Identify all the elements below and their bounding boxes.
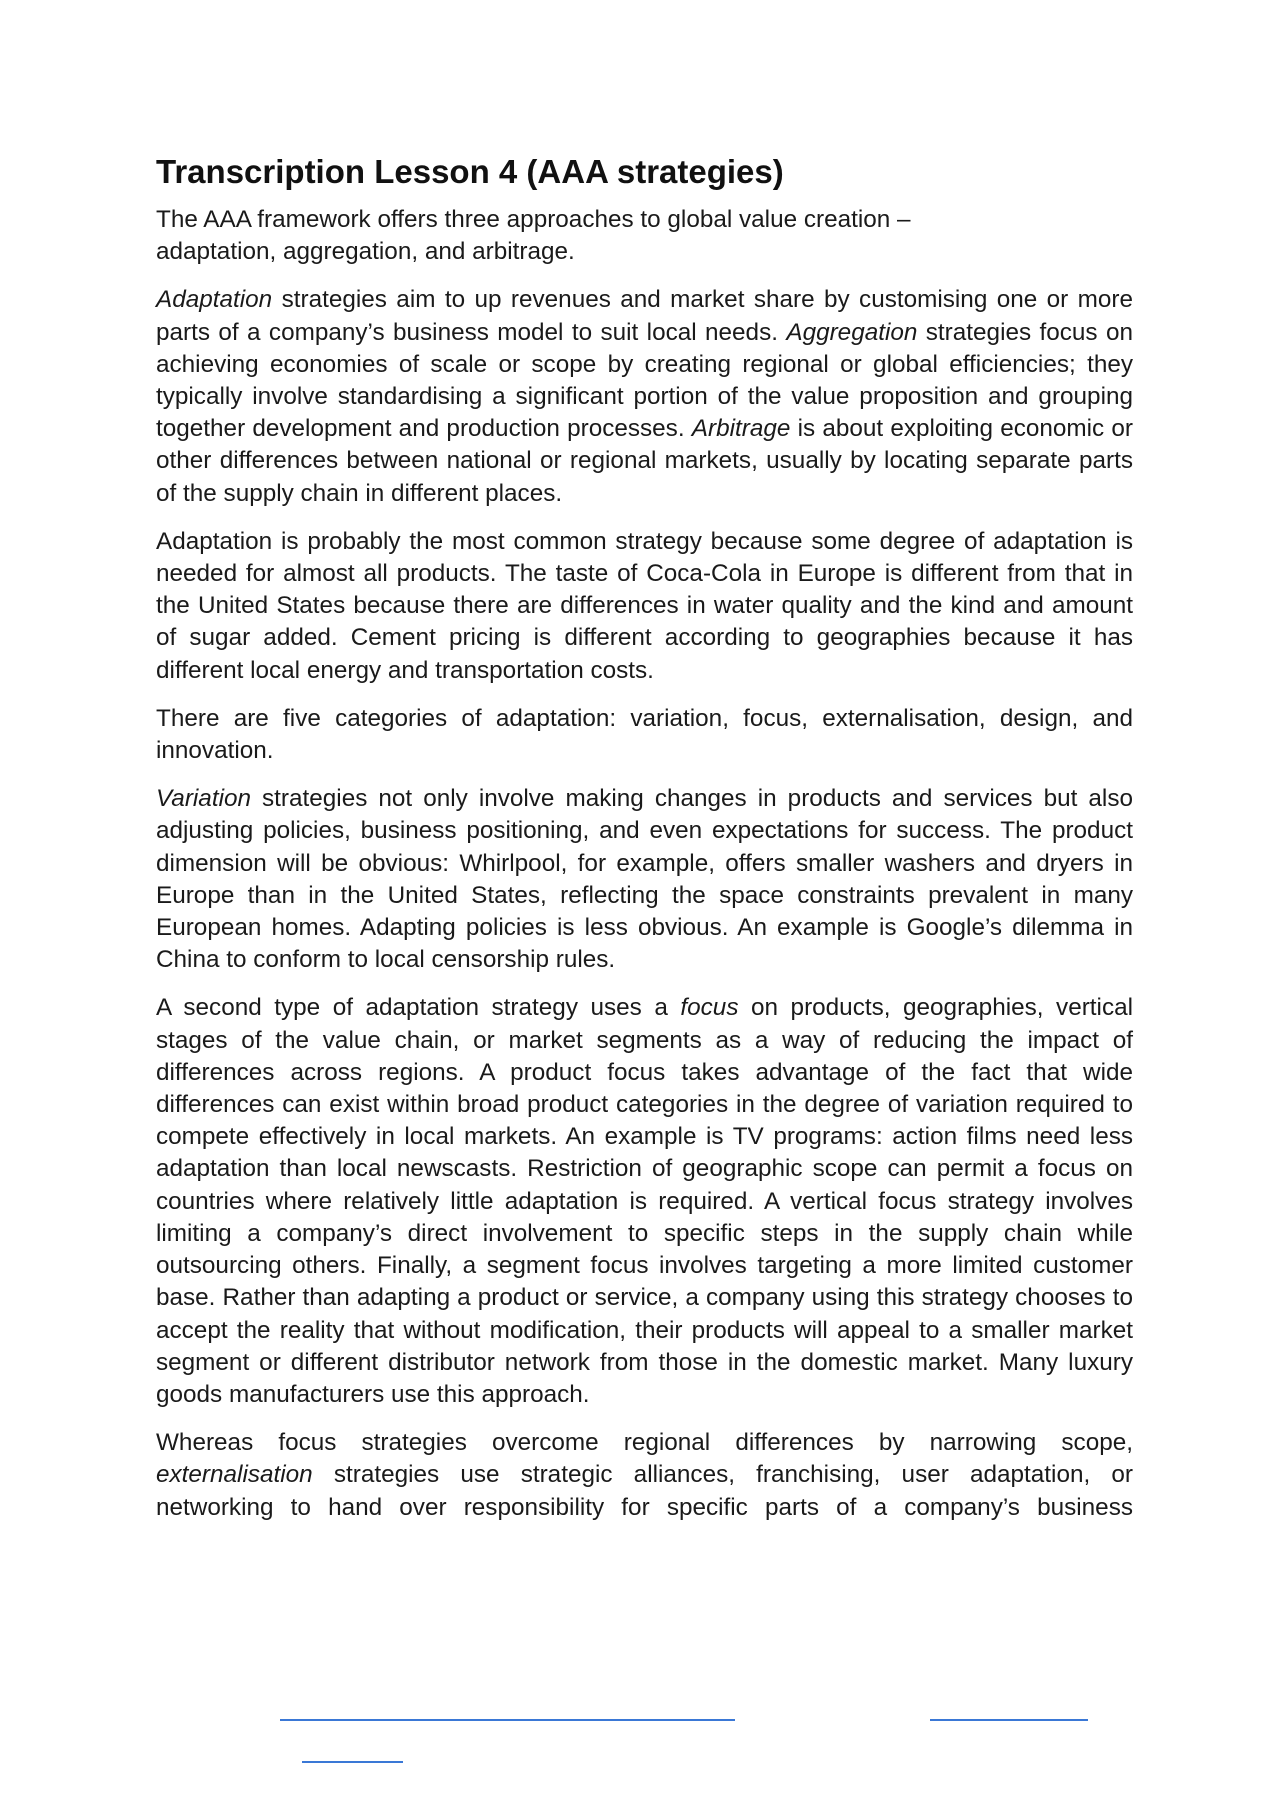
term-aggregation: Aggregation bbox=[786, 318, 918, 346]
page-title: Transcription Lesson 4 (AAA strategies) bbox=[156, 153, 784, 190]
paragraph-adaptation-common: Adaptation is probably the most common strategy because some degree of adaptation is needed for almost all products. The taste of Coca-Cola in Europe is different from that in the United States because there are differences in water quality and the kind and amount of sugar added. Cement pricing is different according to geographies because it has different local energy and transportation costs. bbox=[156, 527, 1133, 684]
term-adaptation: Adaptation bbox=[156, 286, 273, 314]
paragraph-text: strategies use strategic alliances, franchising, user adaptation, or networking to hand over responsibility for specific parts of a company’s business bbox=[156, 1461, 1133, 1521]
intro-line-1: The AAA framework offers three approaches to global value creation – bbox=[156, 206, 911, 233]
paragraph-text: strategies not only involve making changes in products and services but also adjusting policies, business positioning, and even expectations for success. The product dimension will be obvious: Whirlpool, for example, offers smaller washers and dryers in Europe than in the United States, reflecting the space constraints prevalent in many European homes. Adapting policies is less obvious. An example is Google’s dilemma in China to conform to local censorship rules. bbox=[156, 785, 1133, 974]
paragraph-text: on products, geographies, vertical stages of the value chain, or market segments as a way of reducing the impact of differences across regions. A product focus takes advantage of the fact that wide differences can exist within broad product categories in the degree of variation required to compete effectively in local markets. An example is TV programs: action films need less adaptation than local newscasts. Restriction of geographic scope can permit a focus on countries where relatively little adaptation is required. A vertical focus strategy involves limiting a company’s direct involvement to specific steps in the supply chain while outsourcing others. Finally, a segment focus involves targeting a more limited customer base. Rather than adapting a product or service, a company using this strategy chooses to accept the reality that without modification, their products will appeal to a smaller market segment or different distributor network from those in the domestic market. Many luxury goods manufacturers use this approach. bbox=[156, 994, 1134, 1408]
paragraph-externalisation bbox=[156, 1427, 1133, 1524]
paragraph-focus bbox=[156, 992, 1133, 1411]
term-arbitrage: Arbitrage bbox=[691, 415, 791, 443]
paragraph-adaptation-categories: There are five categories of adaptation: variation, focus, externalisation, design, and innovation. bbox=[156, 704, 1133, 765]
paragraph-text: Whereas focus strategies overcome regional differences by narrowing scope, bbox=[156, 1429, 1133, 1457]
paragraph-text: strategies focus on achieving economies of scale or scope by creating regional or global efficiencies; they typically involve standardising a significant portion of the value proposition and grouping together development and production processes. bbox=[156, 318, 1133, 443]
paragraph-text: strategies aim to up revenues and market share by customising one or more parts of a company’s business model to suit local needs. bbox=[156, 286, 1133, 346]
document-page bbox=[156, 152, 1133, 1540]
intro-paragraph bbox=[156, 204, 1133, 268]
term-variation: Variation bbox=[156, 785, 251, 813]
paragraph-text: is about exploiting economic or other differences between national or regional markets, usually by locating separate parts of the supply chain in different places. bbox=[156, 415, 1133, 507]
intro-line-2: adaptation, aggregation, and arbitrage. bbox=[156, 238, 575, 266]
footer-link-underline-1[interactable] bbox=[280, 1719, 735, 1721]
footer-link-underline-2[interactable] bbox=[930, 1719, 1088, 1721]
term-externalisation: externalisation bbox=[156, 1461, 313, 1489]
term-focus: focus bbox=[680, 994, 739, 1022]
paragraph-aaa-definitions bbox=[156, 284, 1133, 509]
paragraph-text: A second type of adaptation strategy uses a bbox=[156, 994, 681, 1022]
footer-link-underline-3[interactable] bbox=[302, 1761, 403, 1763]
paragraph-variation bbox=[156, 783, 1133, 976]
